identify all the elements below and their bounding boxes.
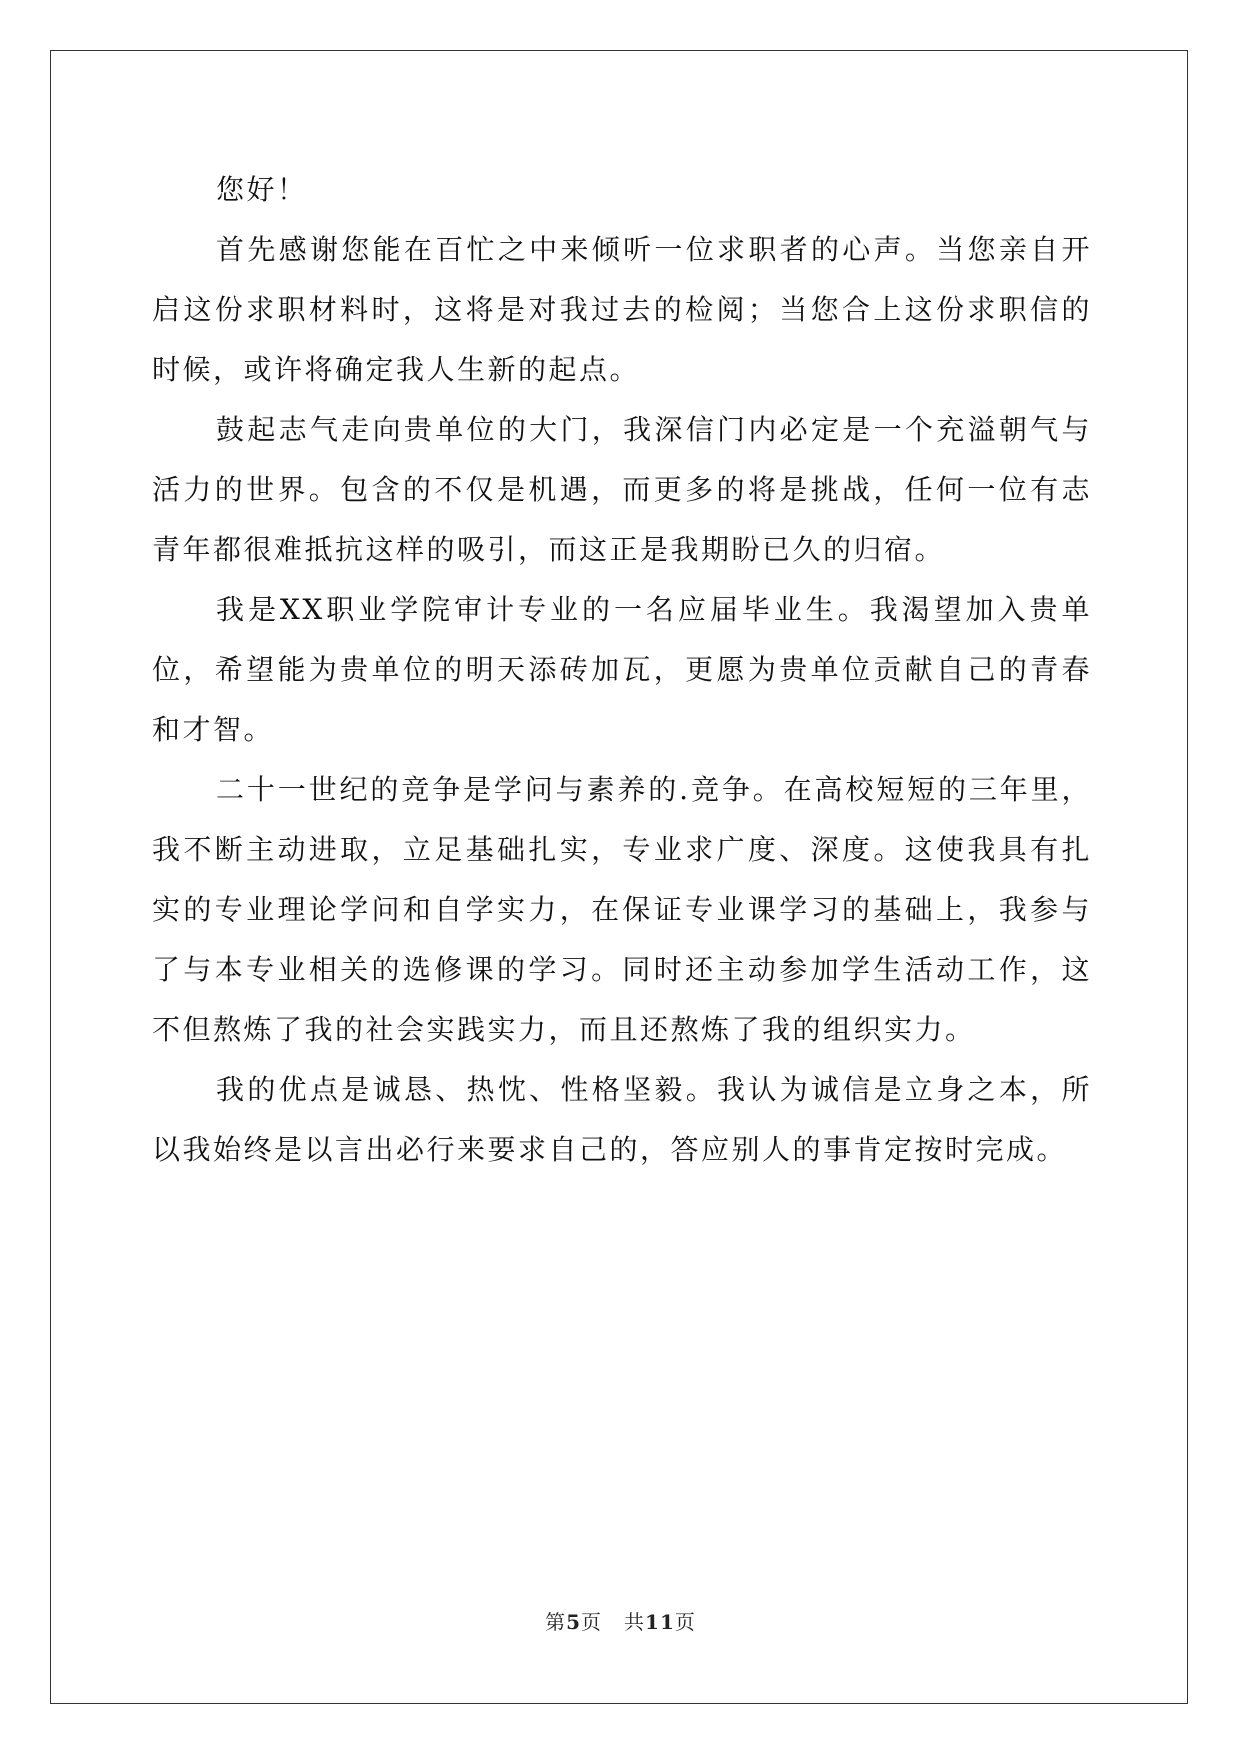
paragraph-education: 二十一世纪的竞争是学问与素养的.竞争。在高校短短的三年里，我不断主动进取，立足基础扎实，专业求广度、深度。这使我具有扎实的专业理论学问和自学实力，在保证专业课学习的基础上，我参与了与本专业相关的选修课的学习。同时还主动参加学生活动工作，这不但熬炼了我的社会实践实力，而且还熬炼了我的组织实力。	[152, 773, 1092, 1046]
paragraph-greeting: 您好！	[216, 173, 308, 206]
total-suffix: 页	[674, 1610, 696, 1634]
paragraph-background: 我是XX职业学院审计专业的一名应届毕业生。我渴望加入贵单位，希望能为贵单位的明天添砖加瓦，更愿为贵单位贡献自己的青春和才智。	[152, 593, 1092, 746]
page-total: 11	[645, 1610, 675, 1634]
total-prefix: 共	[624, 1610, 646, 1634]
paragraph-motivation: 鼓起志气走向贵单位的大门，我深信门内必定是一个充溢朝气与活力的世界。包含的不仅是机遇，而更多的将是挑战，任何一位有志青年都很难抵抗这样的吸引，而这正是我期盼已久的归宿。	[152, 413, 1092, 566]
page-number-footer	[0, 1606, 1241, 1635]
page-suffix: 页	[581, 1610, 603, 1634]
paragraph-intro: 首先感谢您能在百忙之中来倾听一位求职者的心声。当您亲自开启这份求职材料时，这将是对我过去的检阅；当您合上这份求职信的时候，或许将确定我人生新的起点。	[152, 233, 1092, 386]
paragraph-strengths: 我的优点是诚恳、热忱、性格坚毅。我认为诚信是立身之本，所以我始终是以言出必行来要求自己的，答应别人的事肯定按时完成。	[152, 1073, 1092, 1166]
page-prefix: 第	[545, 1610, 567, 1634]
letter-body	[152, 160, 1092, 1180]
page-current: 5	[566, 1610, 582, 1634]
